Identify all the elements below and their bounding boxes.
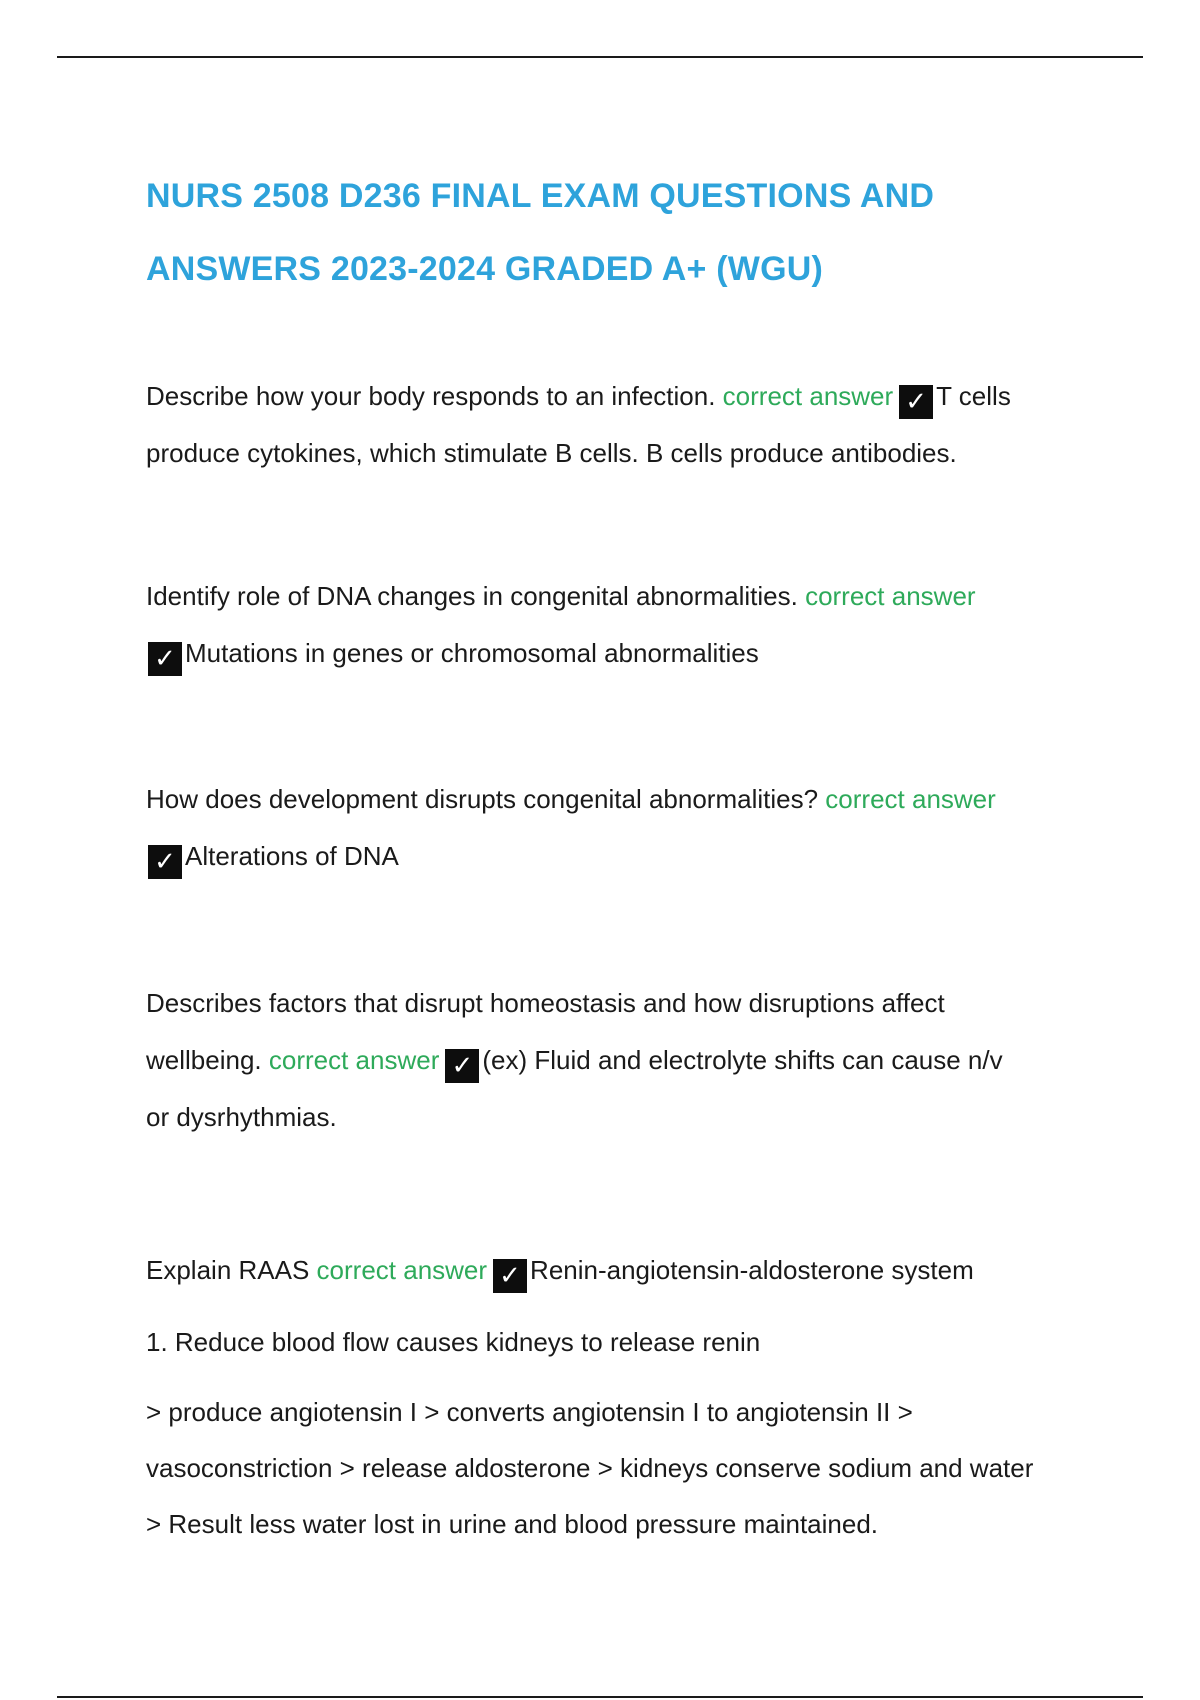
correct-answer-label: correct answer — [722, 381, 894, 411]
answer-text: produce cytokines, which stimulate B cells. B cells produce antibodies. — [146, 438, 957, 468]
correct-answer-label: correct answer — [268, 1045, 440, 1075]
qa-line — [146, 1032, 1086, 1089]
correct-answer-label: correct answer — [825, 784, 996, 814]
qa-line — [146, 568, 1086, 625]
title-line-1: NURS 2508 D236 FINAL EXAM QUESTIONS AND — [146, 177, 935, 215]
top-rule — [57, 56, 1143, 58]
answer-text: (ex) Fluid and electrolyte shifts can cause n/v — [482, 1045, 1003, 1075]
answer-step-2-line-2: vasoconstriction > release aldosterone > kidneys conserve sodium and water — [146, 1453, 1034, 1483]
question-text: How does development disrupts congenital abnormalities? — [146, 784, 819, 814]
answer-text: or dysrhythmias. — [146, 1102, 337, 1132]
answer-step-1: 1. Reduce blood flow causes kidneys to release renin — [146, 1327, 761, 1357]
question-text: Identify role of DNA changes in congenital abnormalities. — [146, 581, 798, 611]
qa-line — [146, 368, 1086, 425]
answer-step-2-line-1: > produce angiotensin I > converts angiotensin I to angiotensin II > — [146, 1397, 913, 1427]
qa-line — [146, 771, 1086, 828]
qa-line — [146, 975, 1086, 1032]
question-text: Describe how your body responds to an infection. — [146, 381, 716, 411]
answer-step-2-line-3: > Result less water lost in urine and blood pressure maintained. — [146, 1509, 879, 1539]
answer-text: Alterations of DNA — [185, 841, 399, 871]
question-text: Explain RAAS — [146, 1255, 310, 1285]
qa-item — [146, 1240, 1086, 1552]
answer-text: T cells — [936, 381, 1011, 411]
bottom-rule — [57, 1696, 1143, 1698]
check-mark-icon: ✓ — [445, 1049, 479, 1083]
check-mark-icon: ✓ — [148, 845, 182, 879]
correct-answer-label: correct answer — [316, 1255, 488, 1285]
title-line-2: ANSWERS 2023-2024 GRADED A+ (WGU) — [146, 250, 823, 288]
qa-line — [146, 1089, 1086, 1146]
qa-line — [146, 1440, 1086, 1496]
qa-item — [146, 568, 1086, 682]
qa-line — [146, 625, 1086, 682]
qa-line — [146, 1312, 1086, 1372]
qa-item — [146, 771, 1086, 885]
check-mark-icon: ✓ — [148, 642, 182, 676]
qa-line — [146, 828, 1086, 885]
qa-line — [146, 1240, 1086, 1300]
qa-line — [146, 1384, 1086, 1440]
check-mark-icon: ✓ — [899, 385, 933, 419]
check-mark-icon: ✓ — [493, 1259, 527, 1293]
correct-answer-label: correct answer — [805, 581, 976, 611]
document-title — [146, 160, 1046, 306]
qa-item — [146, 975, 1086, 1146]
qa-line — [146, 425, 1086, 482]
question-text: wellbeing. — [146, 1045, 262, 1075]
qa-item — [146, 368, 1086, 482]
question-text: Describes factors that disrupt homeostasis and how disruptions affect — [146, 988, 945, 1018]
answer-text: Renin-angiotensin-aldosterone system — [530, 1255, 974, 1285]
qa-line — [146, 1496, 1086, 1552]
answer-text: Mutations in genes or chromosomal abnormalities — [185, 638, 759, 668]
